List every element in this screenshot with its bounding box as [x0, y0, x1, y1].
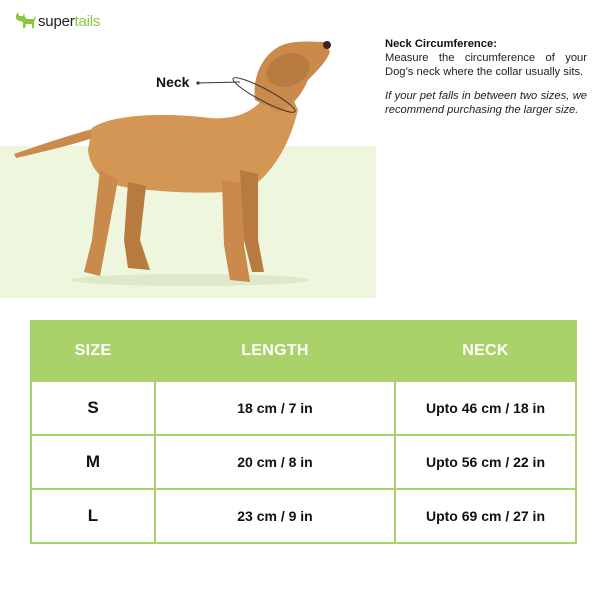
dog-logo-icon: [14, 12, 36, 30]
table-header-row: [31, 321, 576, 381]
size-cell: S: [31, 381, 155, 435]
header-length: LENGTH: [155, 321, 395, 381]
neck-cell: Upto 46 cm / 18 in: [395, 381, 576, 435]
neck-label: Neck: [156, 74, 190, 90]
info-description: Measure the circumference of your Dog’s neck where the collar usually sits.: [385, 52, 587, 78]
table-row: [31, 435, 576, 489]
dog-photo: [0, 30, 380, 300]
brand-name: supertails: [38, 12, 101, 30]
brand-logo: [14, 12, 100, 30]
table-row: [31, 489, 576, 543]
length-cell: 18 cm / 7 in: [155, 381, 395, 435]
size-cell: M: [31, 435, 155, 489]
length-cell: 20 cm / 8 in: [155, 435, 395, 489]
header-neck: NECK: [395, 321, 576, 381]
neck-cell: Upto 56 cm / 22 in: [395, 435, 576, 489]
size-cell: L: [31, 489, 155, 543]
info-note: If your pet falls in between two sizes, we recommend purchasing the larger size.: [385, 90, 587, 116]
size-chart-table: [30, 320, 577, 544]
length-cell: 23 cm / 9 in: [155, 489, 395, 543]
header-size: SIZE: [31, 321, 155, 381]
table-row: [31, 381, 576, 435]
neck-cell: Upto 69 cm / 27 in: [395, 489, 576, 543]
info-title: Neck Circumference:: [385, 38, 497, 50]
info-panel: [385, 37, 587, 117]
